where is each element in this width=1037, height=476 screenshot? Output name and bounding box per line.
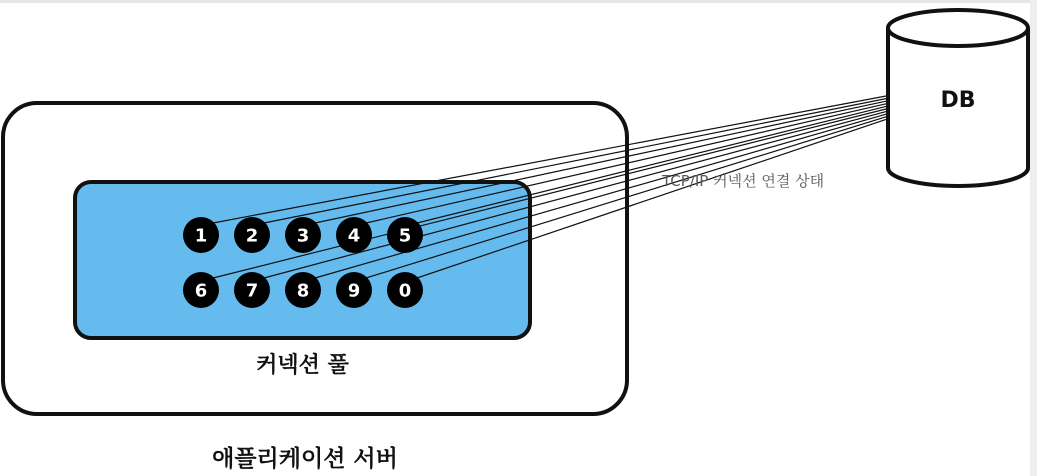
connection-number: 5	[398, 225, 412, 247]
connection-number: 2	[245, 225, 259, 247]
db-label: DB	[940, 88, 976, 113]
app-server-label: 애플리케이션 서버	[212, 446, 398, 472]
connection-number: 9	[347, 280, 361, 302]
tcp-status-label: TCP/IP 커넥션 연결 상태	[662, 172, 825, 190]
connection-number: 3	[296, 225, 310, 247]
connection-number: 6	[194, 280, 208, 302]
connection-number: 0	[398, 280, 412, 302]
connection-number: 8	[296, 280, 310, 302]
connection-number: 1	[194, 225, 208, 247]
connection-pool-box	[75, 182, 530, 338]
connection-number: 7	[245, 280, 259, 302]
connection-pool-label: 커넥션 풀	[256, 353, 349, 378]
connection-number: 4	[347, 225, 361, 247]
db-cylinder-top	[888, 10, 1028, 46]
